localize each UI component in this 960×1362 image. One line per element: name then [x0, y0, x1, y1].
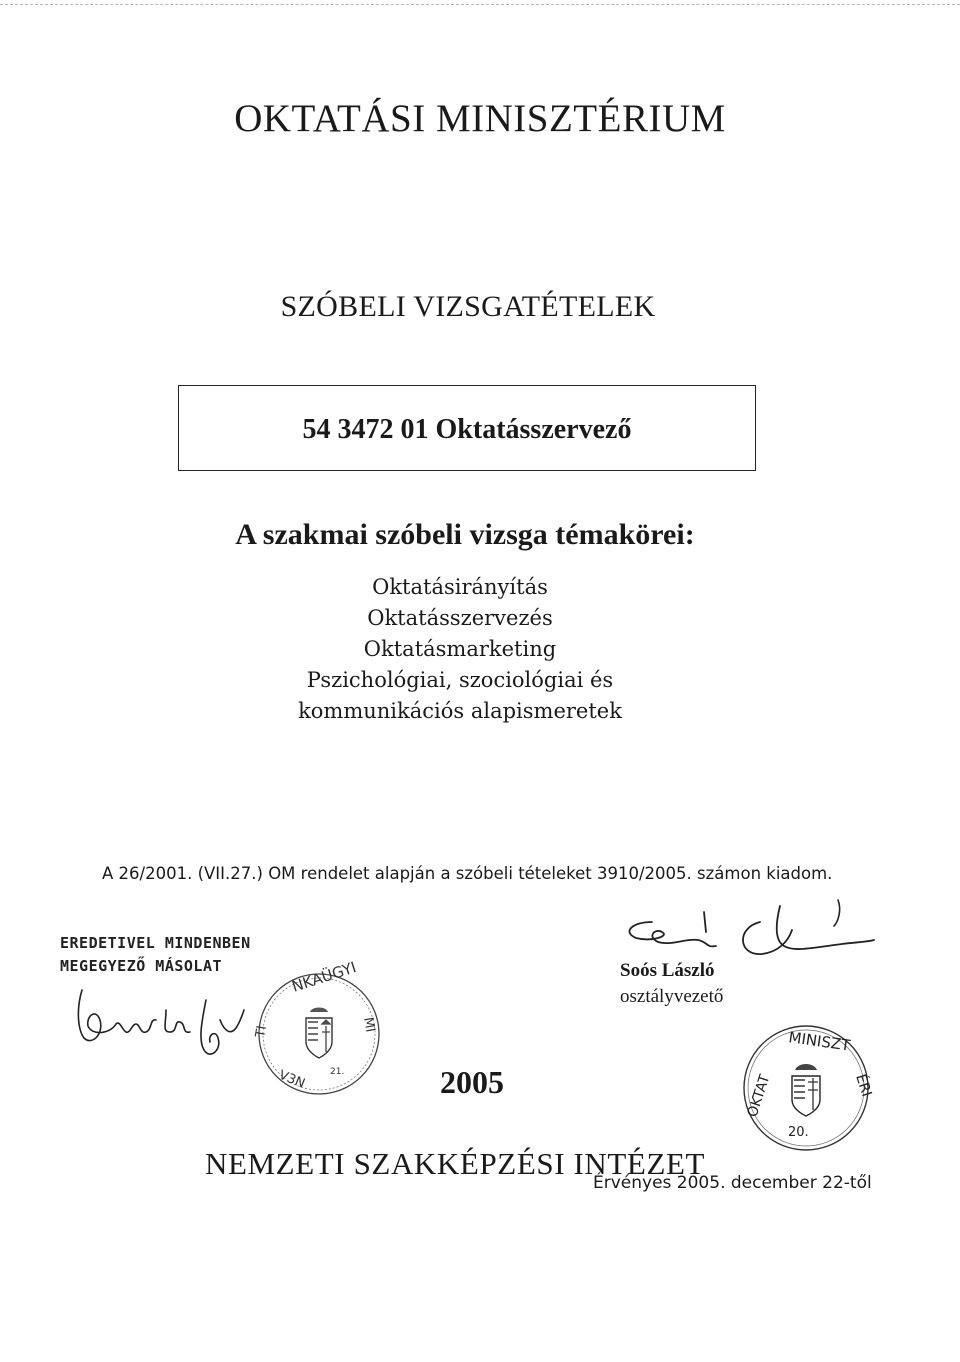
- qualification-code: 54 3472 01 Oktatásszervező: [302, 414, 632, 445]
- seal-right-right-text: ÉRI: [852, 1072, 875, 1099]
- decree-text: A 26/2001. (VII.27.) OM rendelet alapján a szóbeli tételeket 3910/2005. számon kiadom.: [102, 864, 833, 883]
- topic-item: Oktatásmarketing: [363, 637, 557, 661]
- seal-left-date-text: 21.: [330, 1067, 345, 1077]
- validity-date: Érvényes 2005. december 22-től: [593, 1173, 872, 1193]
- exam-title: SZÓBELI VIZSGATÉTELEK: [280, 290, 656, 323]
- signer-title: osztályvezető: [620, 986, 724, 1007]
- ministry-title: OKTATÁSI MINISZTÉRIUM: [234, 97, 726, 140]
- ministry-seal-right: [736, 1018, 876, 1158]
- institute-name: NEMZETI SZAKKÉPZÉSI INTÉZET: [205, 1146, 706, 1181]
- topic-item: Oktatásszervezés: [367, 606, 553, 630]
- coat-of-arms-icon: [306, 1008, 332, 1059]
- year: 2005: [440, 1064, 504, 1100]
- topic-item: Oktatásirányítás: [372, 575, 548, 599]
- seal-right-top-text: MINISZT: [787, 1028, 852, 1055]
- coat-of-arms-icon: [792, 1064, 820, 1116]
- topic-item: kommunikációs alapismeretek: [298, 699, 622, 723]
- seal-left-right-text: MI: [360, 1016, 378, 1034]
- scan-edge-line: [0, 4, 960, 6]
- topics-heading: A szakmai szóbeli vizsga témakörei:: [235, 518, 695, 551]
- seal-left-top-text: NKAÜGYI: [289, 958, 359, 996]
- seal-right-day-text: 20.: [788, 1125, 809, 1140]
- certifier-signature: [70, 980, 250, 1070]
- signer-name: Soós László: [620, 960, 715, 981]
- signer-signature: [612, 892, 882, 962]
- ministry-seal-left: [252, 958, 386, 1100]
- seal-left-bottom-text: V3N: [276, 1067, 308, 1092]
- seal-right-left-text: OKTAT: [744, 1072, 774, 1120]
- topic-item: Pszichológiai, szociológiai és: [306, 668, 614, 692]
- seal-left-side-text: TI: [253, 1024, 270, 1039]
- certified-copy-stamp-line2: MEGEGYEZŐ MÁSOLAT: [60, 957, 223, 975]
- topics-list: [0, 572, 920, 727]
- certified-copy-stamp-line1: EREDETIVEL MINDENBEN: [60, 934, 251, 952]
